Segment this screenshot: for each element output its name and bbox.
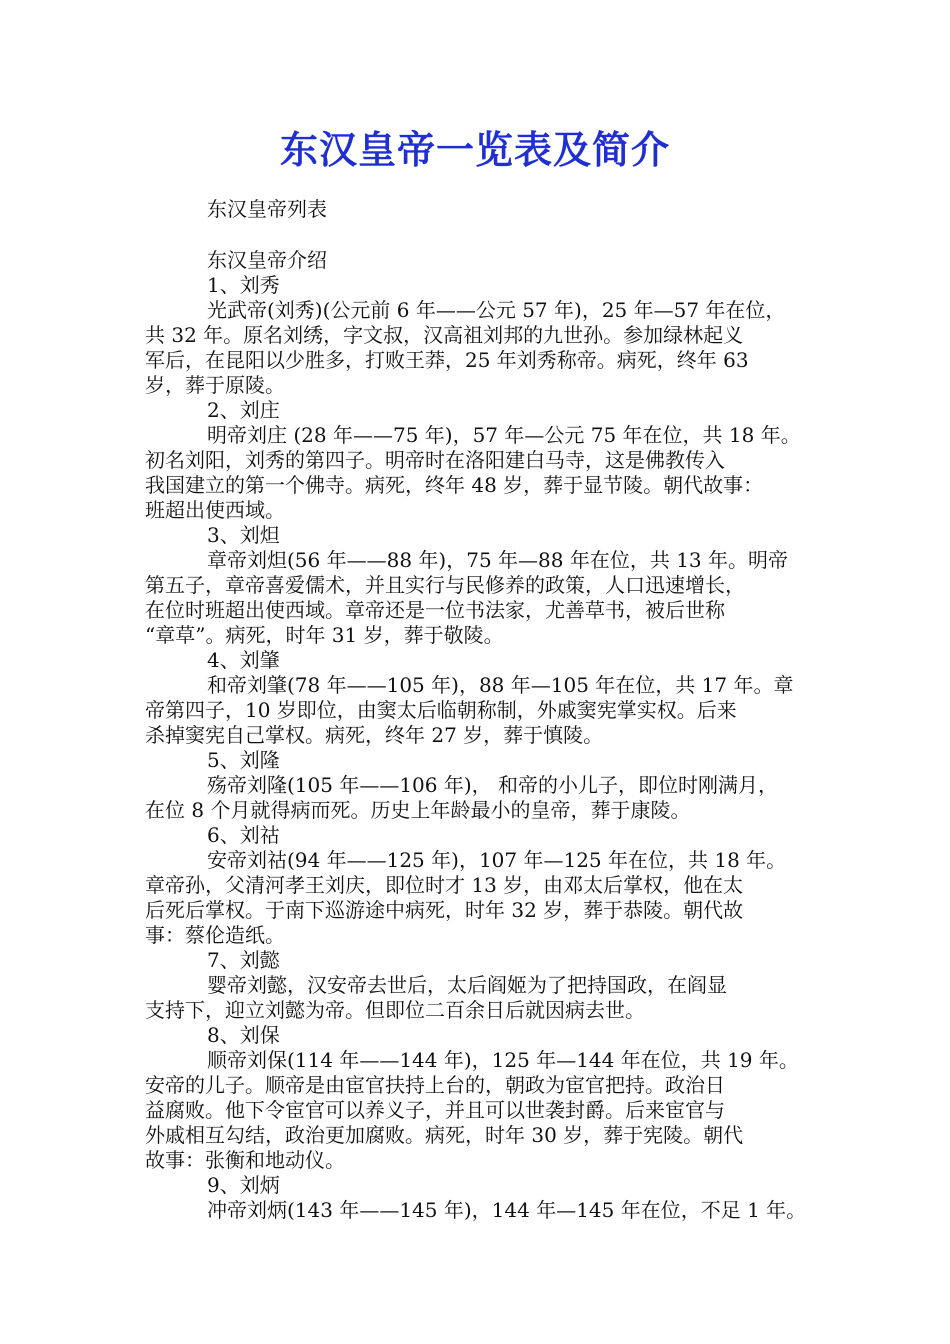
text-line: 婴帝刘懿，汉安帝去世后，太后阎姬为了把持国政，在阎显 — [207, 973, 727, 997]
text-line: 共 32 年。原名刘绣，字文叔，汉高祖刘邦的九世孙。参加绿林起义 — [145, 323, 744, 347]
text-line: 光武帝(刘秀)(公元前 6 年——公元 57 年)，25 年—57 年在位， — [207, 298, 786, 322]
text-line: 外戚相互勾结，政治更加腐败。病死，时年 30 岁，葬于宪陵。朝代 — [145, 1123, 744, 1147]
text-line: 和帝刘肇(78 年——105 年)，88 年—105 年在位，共 17 年。章 — [207, 673, 794, 697]
text-line: 支持下，迎立刘懿为帝。但即位二百余日后就因病去世。 — [145, 998, 645, 1022]
text-line: 章帝孙，父清河孝王刘庆，即位时才 13 岁，由邓太后掌权，他在太 — [145, 873, 744, 897]
text-line: 帝第四子，10 岁即位，由窦太后临朝称制，外戚窦宪掌实权。后来 — [145, 698, 737, 722]
text-line: 杀掉窦宪自己掌权。病死，终年 27 岁，葬于慎陵。 — [145, 723, 604, 747]
text-line: 后死后掌权。于南下巡游途中病死，时年 32 岁，葬于恭陵。朝代故 — [145, 898, 744, 922]
text-line: 第五子，章帝喜爱儒术，并且实行与民修养的政策，人口迅速增长， — [145, 573, 745, 597]
text-line: 班超出使西域。 — [145, 498, 285, 522]
text-line: 事：蔡伦造纸。 — [145, 923, 285, 947]
text-line: 故事：张衡和地动仪。 — [145, 1148, 345, 1172]
text-line: 1、刘秀 — [207, 273, 280, 297]
text-line: 在位 8 个月就得病而死。历史上年龄最小的皇帝，葬于康陵。 — [145, 798, 691, 822]
blank-line — [145, 222, 823, 248]
text-line: 顺帝刘保(114 年——144 年)，125 年—144 年在位，共 19 年。 — [207, 1048, 799, 1072]
document-body — [145, 197, 823, 1223]
section-heading-intro: 东汉皇帝介绍 — [207, 248, 327, 272]
text-line: 7、刘懿 — [207, 948, 280, 972]
text-line: 冲帝刘炳(143 年——145 年)，144 年—145 年在位，不足 1 年。 — [207, 1198, 807, 1222]
text-line: 军后，在昆阳以少胜多，打败王莽，25 年刘秀称帝。病死，终年 63 — [145, 348, 749, 372]
text-line: 2、刘庄 — [207, 398, 280, 422]
text-line: 5、刘隆 — [207, 748, 280, 772]
text-line: 初名刘阳，刘秀的第四子。明帝时在洛阳建白马寺，这是佛教传入 — [145, 448, 725, 472]
text-line: 6、刘祜 — [207, 823, 280, 847]
text-line: 殇帝刘隆(105 年——106 年)， 和帝的小儿子，即位时刚满月， — [207, 773, 779, 797]
text-line: “章草”。病死，时年 31 岁，葬于敬陵。 — [145, 623, 504, 647]
text-line: 安帝的儿子。顺帝是由宦官扶持上台的，朝政为宦官把持。政治日 — [145, 1073, 725, 1097]
text-line: 3、刘炟 — [207, 523, 280, 547]
text-line: 8、刘保 — [207, 1023, 280, 1047]
text-line: 在位时班超出使西域。章帝还是一位书法家，尤善草书，被后世称 — [145, 598, 725, 622]
text-line: 4、刘肇 — [207, 648, 280, 672]
text-line: 章帝刘炟(56 年——88 年)，75 年—88 年在位，共 13 年。明帝 — [207, 548, 788, 572]
text-line: 岁，葬于原陵。 — [145, 373, 285, 397]
text-line: 安帝刘祜(94 年——125 年)，107 年—125 年在位，共 18 年。 — [207, 848, 787, 872]
text-line: 明帝刘庄 (28 年——75 年)，57 年—公元 75 年在位，共 18 年。 — [207, 423, 801, 447]
document-title: 东汉皇帝一览表及简介 — [279, 127, 670, 172]
text-line: 我国建立的第一个佛寺。病死，终年 48 岁，葬于显节陵。朝代故事： — [145, 473, 764, 497]
text-line: 益腐败。他下令宦官可以养义子，并且可以世袭封爵。后来宦官与 — [145, 1098, 725, 1122]
section-heading-list: 东汉皇帝列表 — [207, 197, 327, 221]
text-line: 9、刘炳 — [207, 1173, 280, 1197]
paragraph-lines — [145, 273, 823, 1223]
